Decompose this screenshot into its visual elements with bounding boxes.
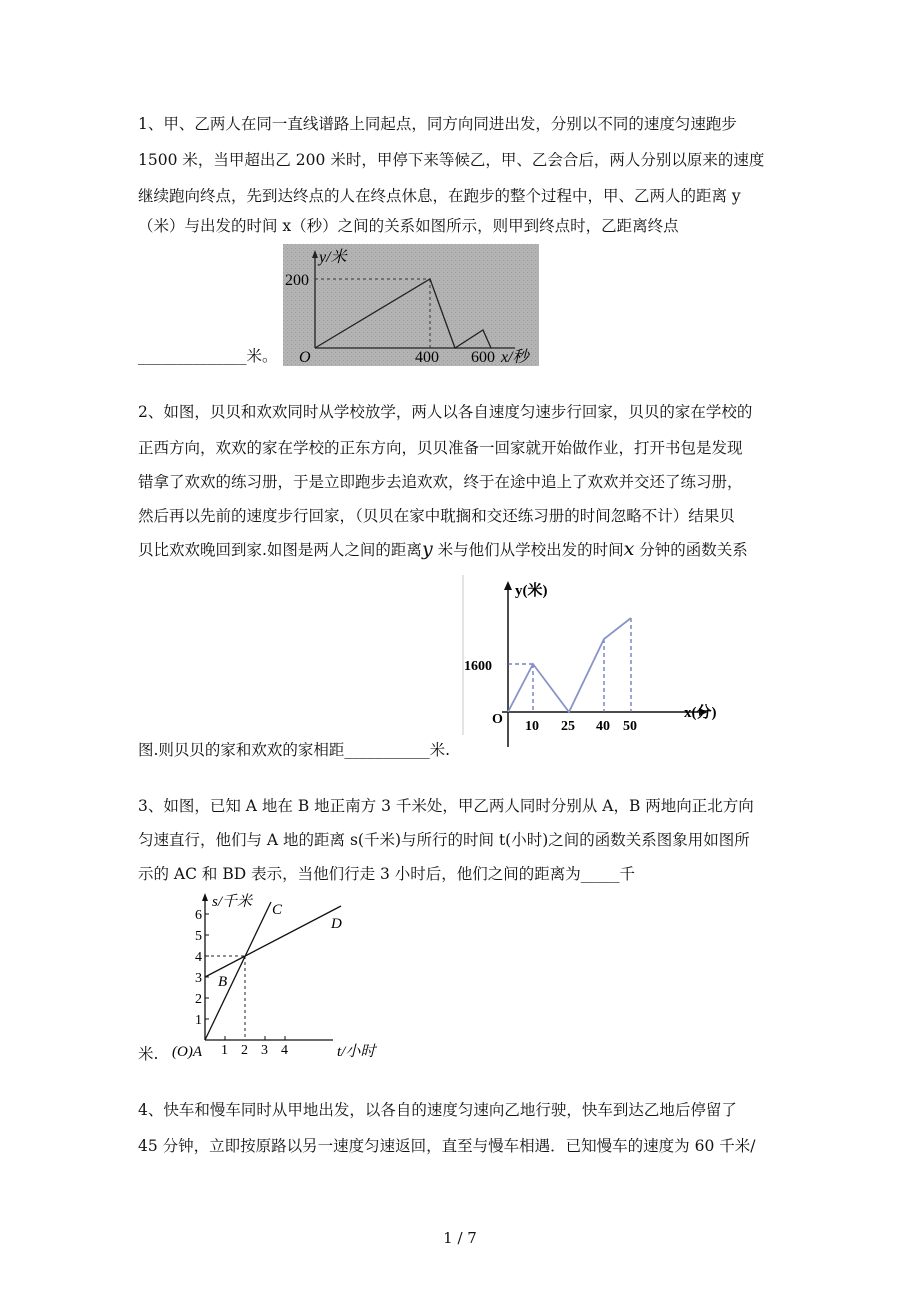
graph-3-y-tick: 6: [195, 908, 202, 923]
graph-1-x-tick: 400: [415, 349, 439, 366]
graph-3-x-tick: 3: [261, 1043, 268, 1058]
graph-3-y-tick: 2: [195, 992, 202, 1007]
p2-line-5-end: 分钟的函数关系: [634, 541, 748, 559]
graph-2-x-tick: 10: [525, 719, 539, 734]
p2-variable-y: y: [421, 538, 433, 560]
graph-2-y-label: y(米): [515, 583, 548, 599]
p2-variable-x: x: [623, 538, 635, 560]
p1-line-2: 1500 米，当甲超出乙 200 米时，甲停下来等候乙，甲、乙会合后，两人分别以原来的速度: [138, 151, 765, 169]
graph-2-distance-line: [508, 618, 631, 712]
graph-3-y-tick: 4: [195, 950, 202, 965]
p3-line-3: 示的 AC 和 BD 表示，当他们行走 3 小时后，他们之间的距离为_____千: [138, 865, 636, 883]
p2-line-3: 错拿了欢欢的练习册，于是立即跑步去追欢欢，终于在途中追上了欢欢并交还了练习册，: [138, 473, 743, 491]
graph-problem-3: [168, 890, 388, 1070]
graph-3-label-B: B: [218, 974, 228, 990]
p2-line-4: 然后再以先前的速度步行回家，（贝贝在家中耽搁和交还练习册的时间忽略不计）结果贝: [138, 507, 735, 525]
graph-3-label-C: C: [272, 902, 283, 918]
graph-1-y-label: y/米: [319, 249, 347, 266]
graph-1-x-tick: 600: [471, 349, 495, 366]
graph-3-line-AC: [205, 902, 271, 1040]
p3-answer-line: 米.: [138, 1045, 159, 1063]
graph-2-origin: O: [492, 712, 503, 727]
graph-1-y-tick: 200: [285, 272, 309, 289]
graph-3-y-tick: 3: [195, 971, 202, 986]
p1-line-3: 继续跑向终点，先到达终点的人在终点休息，在跑步的整个过程中，甲、乙两人的距离 y: [138, 187, 741, 205]
graph-3-origin: (O)A: [172, 1044, 202, 1060]
graph-3-x-tick: 2: [241, 1043, 248, 1058]
graph-3-label-D: D: [331, 916, 342, 932]
graph-3-x-tick: 1: [221, 1043, 228, 1058]
p1-line-4: （米）与出发的时间 x（秒）之间的关系如图所示，则甲到终点时，乙距离终点: [138, 217, 679, 235]
p4-line-2: 45 分钟，立即按原路以另一速度匀速返回，直至与慢车相遇．已知慢车的速度为 60 千米/: [138, 1137, 756, 1155]
p2-line-5-start: 贝比欢欢晚回到家.如图是两人之间的距离: [138, 541, 422, 559]
p3-line-1: 3、如图，已知 A 地在 B 地正南方 3 千米处，甲乙两人同时分别从 A，B 两地向正北方向: [138, 797, 754, 815]
graph-1-origin: O: [299, 349, 311, 366]
p2-line-5: [138, 538, 748, 560]
graph-2-x-tick: 25: [561, 719, 575, 734]
graph-3-x-label: t/小时: [337, 1044, 376, 1060]
graph-2-x-tick: 40: [596, 719, 610, 734]
graph-3-y-tick: 5: [195, 929, 202, 944]
graph-2-x-label: x(分): [684, 705, 717, 721]
graph-3-x-tick: 4: [281, 1043, 288, 1058]
graph-1-x-label: x/秒: [501, 349, 529, 366]
graph-problem-2: [462, 575, 730, 759]
p1-answer-line: ______________米。: [138, 347, 278, 365]
graph-3-y-label: s/千米: [212, 894, 253, 910]
graph-problem-1: [283, 244, 539, 370]
p3-line-2: 匀速直行，他们与 A 地的距离 s(千米)与所行的时间 t(小时)之间的函数关系图象用如图所: [138, 831, 750, 849]
p2-answer-line: 图.则贝贝的家和欢欢的家相距___________米.: [138, 741, 451, 759]
p1-line-1: 1、甲、乙两人在同一直线谱路上同起点，同方向同进出发，分别以不同的速度匀速跑步: [138, 115, 737, 133]
p4-line-1: 4、快车和慢车同时从甲地出发，以各自的速度匀速向乙地行驶，快车到达乙地后停留了: [138, 1101, 737, 1119]
page-number: 1 / 7: [443, 1229, 477, 1247]
p2-line-5-mid: 米与他们从学校出发的时间: [432, 541, 624, 559]
graph-2-y-tick: 1600: [464, 659, 492, 674]
graph-2-x-tick: 50: [623, 719, 637, 734]
p2-line-2: 正西方向，欢欢的家在学校的正东方向，贝贝准备一回家就开始做作业，打开书包是发现: [138, 439, 743, 457]
p2-line-1: 2、如图，贝贝和欢欢同时从学校放学，两人以各自速度匀速步行回家，贝贝的家在学校的: [138, 403, 753, 421]
graph-3-y-tick: 1: [195, 1013, 202, 1028]
